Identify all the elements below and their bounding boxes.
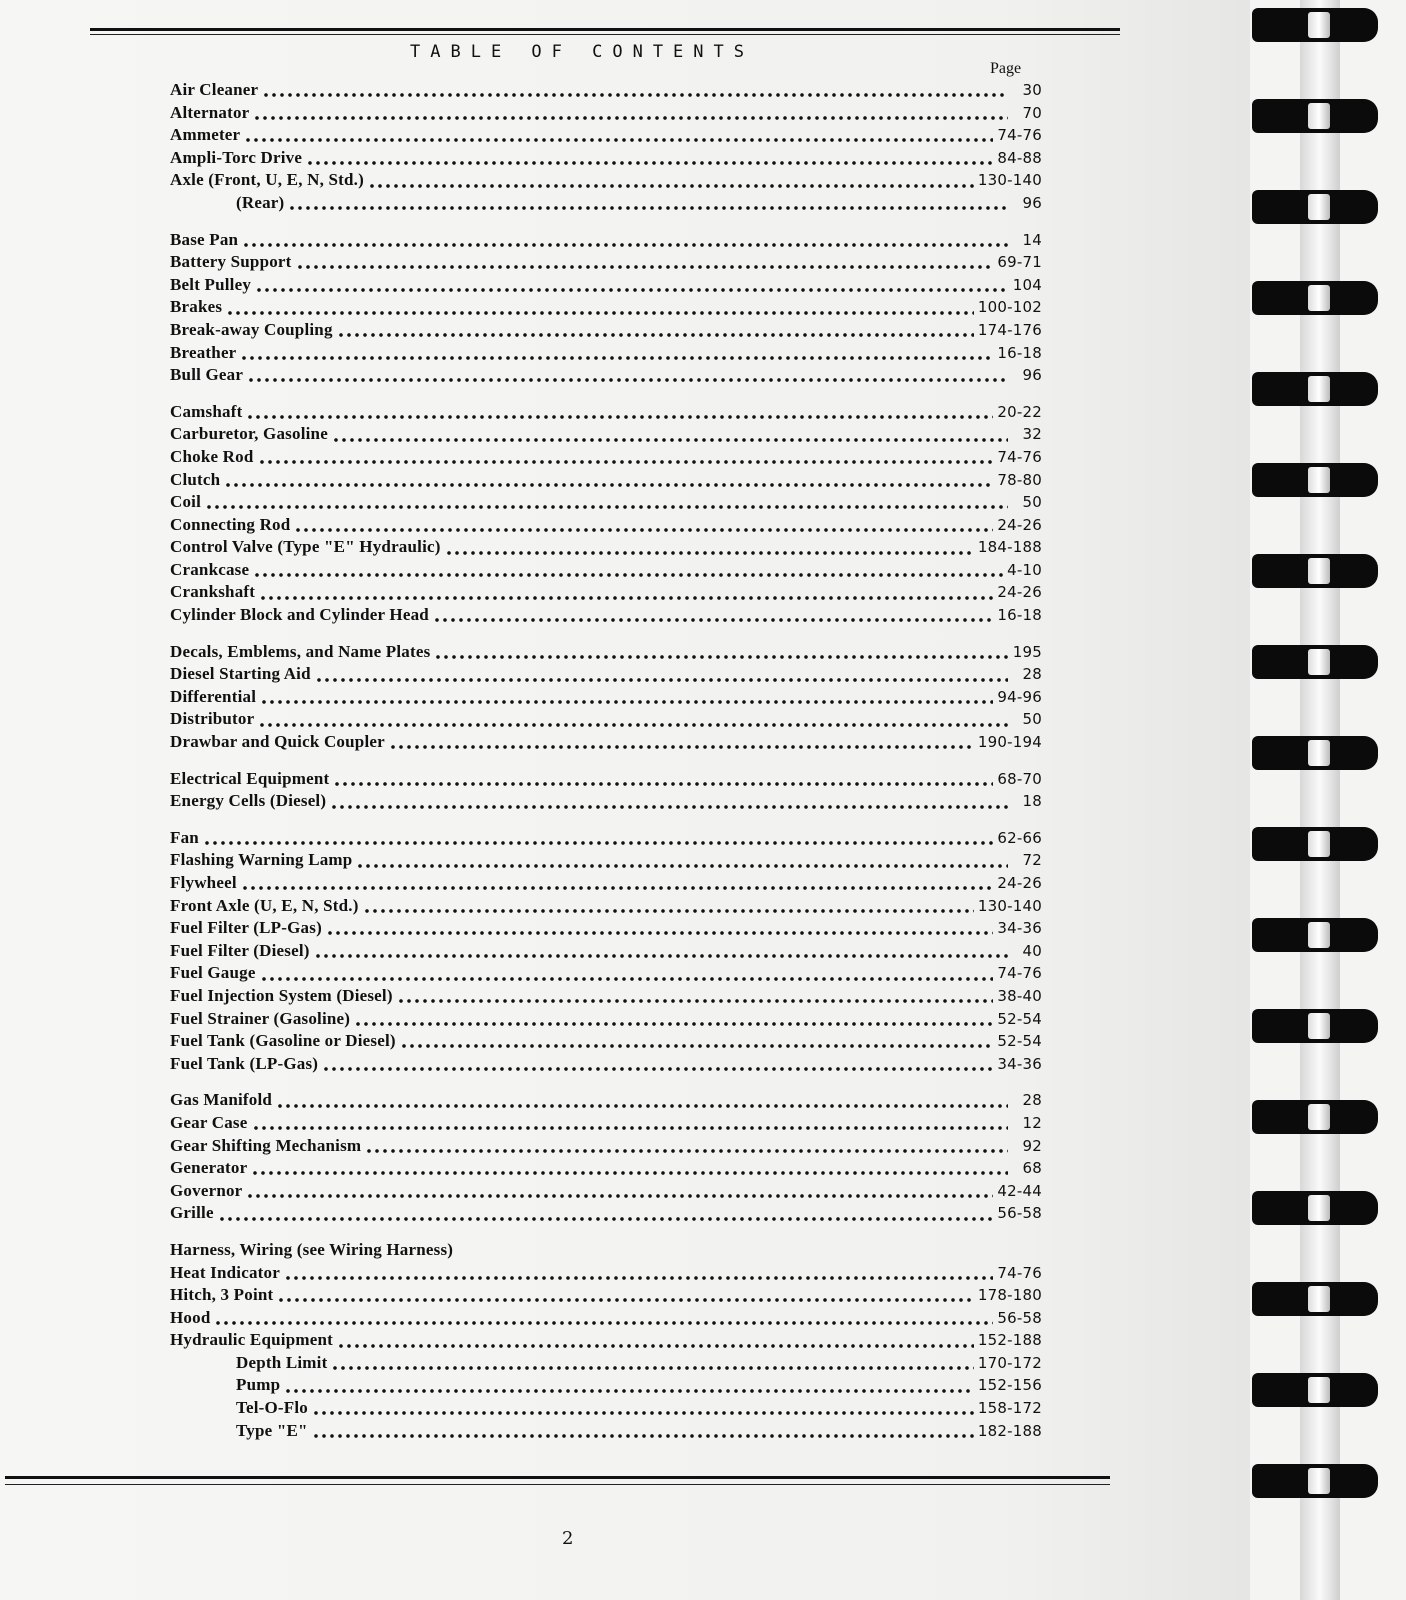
entry-page: 182-188: [977, 1421, 1042, 1440]
toc-entry: [170, 275, 1042, 298]
page-column-header: Page: [990, 60, 1022, 77]
dot-leader: [330, 804, 1008, 810]
toc-entry: [170, 447, 1042, 470]
entry-page: 74-76: [997, 964, 1042, 983]
entry-page: 34-36: [997, 1054, 1042, 1073]
entry-title: Fuel Filter (Diesel): [170, 940, 310, 960]
dot-leader: [258, 722, 1008, 728]
entry-page: 72: [1022, 851, 1042, 870]
entry-page: 56-58: [997, 1308, 1042, 1327]
entry-title: Air Cleaner: [170, 80, 259, 99]
dot-leader: [433, 617, 993, 623]
entry-title: (Rear): [236, 192, 285, 212]
entry-title: Hitch, 3 Point: [170, 1285, 274, 1305]
entry-page: 52-54: [997, 1009, 1042, 1028]
toc-entry: [170, 515, 1042, 538]
entry-title: Governor: [170, 1180, 243, 1200]
dot-leader: [333, 781, 993, 787]
entry-title: Breather: [170, 342, 237, 362]
entry-page: 70: [1022, 103, 1042, 122]
entry-title: Choke Rod: [170, 446, 254, 466]
entry-page: 24-26: [997, 583, 1042, 602]
binding-coil: [1252, 645, 1378, 679]
entry-title: Ampli-Torc Drive: [170, 147, 303, 167]
toc-entry: [170, 941, 1042, 964]
entry-page: 18: [1022, 792, 1042, 811]
dot-leader: [315, 677, 1008, 683]
entry-title: Generator: [170, 1158, 248, 1178]
toc-entry: [170, 1308, 1042, 1331]
entry-page: 40: [1022, 941, 1042, 960]
entry-title: Clutch: [170, 469, 221, 489]
entry-title: Fuel Tank (Gasoline or Diesel): [170, 1031, 396, 1051]
toc-entry: [170, 1421, 1042, 1444]
entry-title: Crankshaft: [170, 582, 256, 602]
toc-entry: [170, 769, 1042, 792]
entry-title: Heat Indicator: [170, 1262, 280, 1282]
entry-title: Carburetor, Gasoline: [170, 424, 328, 444]
toc-entry: [170, 1031, 1042, 1054]
entry-page: 152-188: [977, 1331, 1042, 1350]
entry-title: Hydraulic Equipment: [170, 1330, 333, 1350]
entry-title: Flywheel: [170, 873, 237, 892]
binding-coil: [1252, 1373, 1378, 1407]
toc-entry: [170, 1203, 1042, 1226]
toc-entry: [170, 1181, 1042, 1204]
entry-title: Pump: [236, 1375, 281, 1395]
dot-leader: [389, 744, 974, 750]
toc-entry: [170, 1398, 1042, 1421]
toc-entry: [170, 1158, 1042, 1181]
entry-title: Control Valve (Type "E" Hydraulic): [170, 537, 441, 557]
entry-page: 52-54: [997, 1032, 1042, 1051]
toc-entry: [170, 320, 1042, 343]
toc-entry: [170, 1353, 1042, 1376]
toc-entry: [170, 492, 1042, 515]
entry-page: 84-88: [997, 148, 1042, 167]
entry-title: Battery Support: [170, 252, 292, 272]
dot-leader: [294, 527, 993, 533]
entry-page: 96: [1022, 193, 1042, 212]
dot-leader: [262, 92, 1008, 98]
entry-page: 50: [1022, 710, 1042, 729]
toc-entry: [170, 605, 1042, 628]
dot-leader: [337, 332, 974, 338]
entry-page: 68-70: [997, 769, 1042, 788]
dot-leader: [255, 287, 1008, 293]
toc-entry: [170, 963, 1042, 986]
binding-coil: [1252, 827, 1378, 861]
entry-title: Base Pan: [170, 229, 239, 249]
entry-page: 16-18: [997, 343, 1042, 362]
toc-group: [170, 402, 1042, 628]
entry-title: Gas Manifold: [170, 1090, 273, 1110]
entry-title: Camshaft: [170, 401, 243, 421]
entry-title: Belt Pulley: [170, 274, 252, 294]
toc-entry: [170, 125, 1042, 148]
entry-page: 56-58: [997, 1204, 1042, 1223]
toc-entry: [170, 873, 1042, 896]
binding-strip: [1300, 0, 1340, 1600]
entry-page: 74-76: [997, 1263, 1042, 1282]
dot-leader: [260, 699, 993, 705]
page-title: TABLE OF CONTENTS: [410, 42, 754, 62]
toc-entry: [170, 1240, 1042, 1263]
binding-coil: [1252, 1009, 1378, 1043]
entry-page: 69-71: [997, 253, 1042, 272]
entry-page: 50: [1022, 493, 1042, 512]
binding-coil: [1252, 1191, 1378, 1225]
dot-leader: [253, 572, 1003, 578]
entry-title: Energy Cells (Diesel): [170, 791, 327, 811]
toc-entry: [170, 365, 1042, 388]
dot-leader: [218, 1216, 994, 1222]
entry-page: 12: [1022, 1113, 1042, 1132]
entry-title: Hood: [170, 1307, 211, 1327]
toc-entry: [170, 297, 1042, 320]
dot-leader: [214, 1320, 993, 1326]
binding-coil: [1252, 918, 1378, 952]
entry-title: Coil: [170, 492, 202, 512]
binding-coil: [1252, 281, 1378, 315]
entry-title: Fuel Tank (LP-Gas): [170, 1053, 319, 1073]
toc-group: [170, 1090, 1042, 1226]
table-of-contents: [170, 80, 1042, 1457]
dot-leader: [312, 1433, 974, 1439]
dot-leader: [363, 908, 974, 914]
toc-group: [170, 642, 1042, 755]
bottom-rule: [5, 1476, 1110, 1479]
entry-title: Grille: [170, 1203, 214, 1223]
entry-page: 158-172: [977, 1399, 1042, 1418]
entry-page: 14: [1022, 230, 1042, 249]
dot-leader: [337, 1343, 974, 1349]
toc-group: [170, 828, 1042, 1077]
toc-entry: [170, 918, 1042, 941]
dot-leader: [247, 377, 1008, 383]
entry-page: 74-76: [997, 447, 1042, 466]
toc-entry: [170, 896, 1042, 919]
dot-leader: [246, 1193, 993, 1199]
top-rule: [90, 28, 1120, 31]
top-rule-thin: [90, 34, 1120, 35]
dot-leader: [331, 1365, 973, 1371]
entry-page: 42-44: [997, 1181, 1042, 1200]
dot-leader: [434, 654, 1008, 660]
dot-leader: [445, 550, 974, 556]
entry-page: 38-40: [997, 986, 1042, 1005]
entry-page: 28: [1022, 1091, 1042, 1110]
toc-entry: [170, 148, 1042, 171]
toc-group: [170, 769, 1042, 814]
toc-entry: [170, 1136, 1042, 1159]
toc-entry: [170, 642, 1042, 665]
dot-leader: [332, 437, 1008, 443]
entry-page: 170-172: [977, 1353, 1042, 1372]
entry-page: 130-140: [977, 896, 1042, 915]
toc-entry: [170, 986, 1042, 1009]
dot-leader: [354, 1021, 993, 1027]
toc-entry: [170, 828, 1042, 851]
toc-entry: [170, 1090, 1042, 1113]
binding-coil: [1252, 372, 1378, 406]
toc-entry: [170, 1285, 1042, 1308]
entry-page: 178-180: [977, 1286, 1042, 1305]
entry-title: Ammeter: [170, 125, 241, 145]
entry-title: Fuel Filter (LP-Gas): [170, 918, 322, 938]
entry-title: Gear Shifting Mechanism: [170, 1135, 362, 1155]
dot-leader: [277, 1297, 974, 1303]
entry-page: 24-26: [997, 515, 1042, 534]
dot-leader: [258, 459, 994, 465]
dot-leader: [368, 183, 974, 189]
entry-title: Alternator: [170, 102, 250, 122]
entry-title: Distributor: [170, 709, 255, 729]
entry-title: Cylinder Block and Cylinder Head: [170, 605, 429, 625]
entry-title: Fuel Strainer (Gasoline): [170, 1008, 351, 1028]
dot-leader: [314, 953, 1008, 959]
entry-title: Electrical Equipment: [170, 768, 330, 788]
binding-coil: [1252, 190, 1378, 224]
entry-page: 174-176: [977, 320, 1042, 339]
toc-entry: [170, 402, 1042, 425]
dot-leader: [312, 1410, 974, 1416]
dot-leader: [400, 1043, 994, 1049]
entry-title: Decals, Emblems, and Name Plates: [170, 641, 431, 661]
entry-title: Tel-O-Flo: [236, 1398, 308, 1418]
toc-entry: [170, 664, 1042, 687]
entry-page: 152-156: [977, 1376, 1042, 1395]
dot-leader: [296, 264, 994, 270]
entry-title: Diesel Starting Aid: [170, 664, 311, 684]
entry-page: 96: [1022, 366, 1042, 385]
entry-page: 78-80: [997, 470, 1042, 489]
binding-coil: [1252, 1282, 1378, 1316]
toc-group: [170, 230, 1042, 388]
dot-leader: [242, 242, 1008, 248]
toc-entry: [170, 252, 1042, 275]
entry-page: 130-140: [977, 171, 1042, 190]
entry-page: 34-36: [997, 919, 1042, 938]
entry-title: Differential: [170, 686, 257, 706]
entry-title: Gear Case: [170, 1112, 248, 1132]
dot-leader: [224, 482, 993, 488]
dot-leader: [356, 863, 1008, 869]
entry-page: 4-10: [1007, 560, 1042, 579]
dot-leader: [365, 1148, 1008, 1154]
entry-title: Fuel Injection System (Diesel): [170, 985, 393, 1005]
binding-coil: [1252, 736, 1378, 770]
toc-entry: [170, 424, 1042, 447]
dot-leader: [259, 595, 993, 601]
entry-page: 62-66: [997, 828, 1042, 847]
entry-page: 24-26: [997, 874, 1042, 892]
dot-leader: [322, 1066, 993, 1072]
entry-page: 68: [1022, 1159, 1042, 1178]
binding-coil: [1252, 1100, 1378, 1134]
toc-entry: [170, 582, 1042, 605]
toc-entry: [170, 1009, 1042, 1032]
toc-entry: [170, 709, 1042, 732]
dot-leader: [251, 1170, 1008, 1176]
dot-leader: [240, 355, 993, 361]
toc-entry: [170, 1054, 1042, 1077]
entry-title: Depth Limit: [236, 1352, 328, 1372]
dot-leader: [244, 137, 993, 143]
toc-entry: [170, 1330, 1042, 1353]
toc-entry: [170, 687, 1042, 710]
entry-page: 100-102: [977, 298, 1042, 317]
toc-group: [170, 80, 1042, 216]
toc-entry: [170, 103, 1042, 126]
entry-title: Axle (Front, U, E, N, Std.): [170, 170, 364, 190]
entry-title: Drawbar and Quick Coupler: [170, 732, 385, 752]
dot-leader: [226, 310, 974, 316]
toc-entry: [170, 470, 1042, 493]
toc-entry: [170, 1263, 1042, 1286]
dot-leader: [246, 414, 993, 420]
binding-coil: [1252, 8, 1378, 42]
dot-leader: [284, 1275, 993, 1281]
dot-leader: [260, 976, 994, 982]
toc-entry: [170, 80, 1042, 103]
bottom-rule-thin: [5, 1484, 1110, 1485]
toc-entry: [170, 732, 1042, 755]
toc-entry: [170, 537, 1042, 560]
entry-title: Bull Gear: [170, 365, 244, 385]
entry-page: 16-18: [997, 606, 1042, 625]
entry-page: 195: [1012, 642, 1042, 661]
entry-title: Type "E": [236, 1420, 308, 1440]
toc-group: [170, 1240, 1042, 1443]
entry-page: 94-96: [997, 687, 1042, 706]
entry-page: 30: [1022, 81, 1042, 99]
entry-title: Fuel Gauge: [170, 963, 256, 983]
toc-entry: [170, 791, 1042, 814]
dot-leader: [276, 1103, 1008, 1109]
toc-entry: [170, 230, 1042, 253]
dot-leader: [252, 1125, 1009, 1131]
dot-leader: [203, 840, 993, 846]
entry-page: 32: [1022, 425, 1042, 444]
dot-leader: [241, 885, 994, 891]
entry-title: Front Axle (U, E, N, Std.): [170, 895, 359, 915]
dot-leader: [326, 930, 993, 936]
entry-page: 20-22: [997, 402, 1042, 421]
entry-page: 184-188: [977, 538, 1042, 557]
dot-leader: [397, 998, 994, 1004]
binding-coil: [1252, 1464, 1378, 1498]
dot-leader: [205, 504, 1008, 510]
toc-entry: [170, 1113, 1042, 1136]
entry-page: 74-76: [997, 126, 1042, 145]
entry-page: 28: [1022, 665, 1042, 684]
dot-leader: [284, 1388, 974, 1394]
toc-entry: [170, 850, 1042, 873]
entry-title: Flashing Warning Lamp: [170, 850, 353, 870]
binding-coil: [1252, 554, 1378, 588]
entry-title: Harness, Wiring (see Wiring Harness): [170, 1239, 454, 1259]
entry-page: 92: [1022, 1136, 1042, 1155]
dot-leader: [288, 205, 1008, 211]
binding-coil: [1252, 463, 1378, 497]
entry-title: Fan: [170, 827, 199, 847]
dot-leader: [306, 160, 993, 166]
toc-entry: [170, 343, 1042, 366]
toc-entry: [170, 193, 1042, 216]
entry-page: 104: [1012, 275, 1042, 294]
page-number: 2: [562, 1528, 574, 1549]
entry-title: Brakes: [170, 297, 223, 317]
binding-coil: [1252, 99, 1378, 133]
entry-title: Connecting Rod: [170, 514, 291, 534]
toc-entry: [170, 170, 1042, 193]
entry-page: 190-194: [977, 733, 1042, 752]
toc-entry: [170, 560, 1042, 583]
dot-leader: [253, 115, 1008, 121]
entry-title: Crankcase: [170, 559, 250, 579]
toc-entry: [170, 1375, 1042, 1398]
entry-title: Break-away Coupling: [170, 319, 333, 339]
